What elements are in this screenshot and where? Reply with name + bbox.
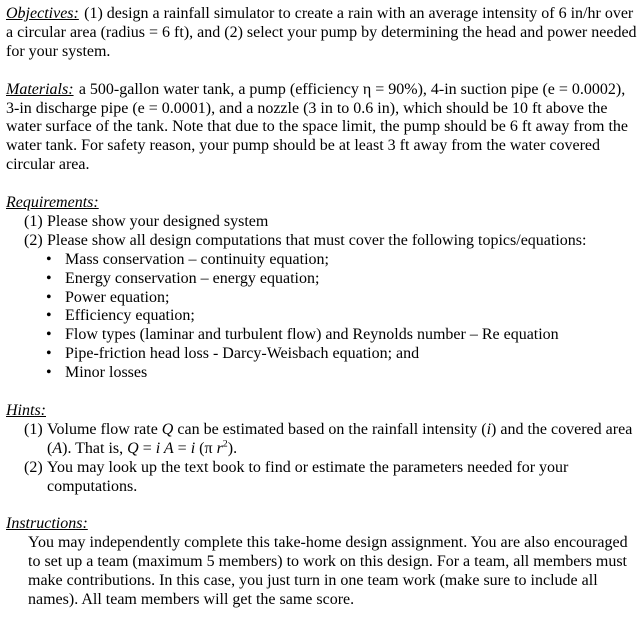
hints-heading: Hints: (6, 401, 46, 419)
requirement-bullet-text: Mass conservation – continuity equation; (65, 250, 329, 268)
hints-heading-line (6, 402, 638, 421)
requirement-bullet (6, 345, 638, 364)
bullet-icon: • (46, 250, 52, 268)
instructions-section (6, 515, 638, 610)
requirement-bullet (6, 307, 638, 326)
requirement-bullet (6, 326, 638, 345)
list-number: (1) (24, 212, 43, 230)
objectives-heading: Objectives: (6, 5, 79, 22)
bullet-icon: • (46, 326, 52, 344)
list-number: (1) (24, 420, 43, 438)
instructions-text: You may independently complete this take-home design assignment. You are also encouraged to set up a team (maximum 5 members) to work on this design. For a team, all members must make contributions. In this case, you just turn in one team work (make sure to include all names). All team members will get the same score. (28, 534, 628, 609)
hints-item-2 (6, 459, 638, 497)
requirement-bullet (6, 289, 638, 308)
bullet-icon: • (46, 288, 52, 306)
bullet-icon: • (46, 364, 52, 382)
hints-section (6, 402, 638, 497)
bullet-icon: • (46, 345, 52, 363)
materials-heading: Materials: (6, 80, 74, 98)
requirements-heading: Requirements: (6, 194, 99, 212)
bullet-icon: • (46, 307, 52, 325)
requirement-bullet-text: Flow types (laminar and turbulent flow) and Reynolds number – Re equation (65, 326, 559, 344)
hints-item-2-text: You may look up the text book to find or estimate the parameters needed for your computations. (47, 458, 569, 495)
objectives-text: (1) design a rainfall simulator to create a rain with an average intensity of 6 in/hr over a circular area (radius = 6 ft), and (2) select your pump by determining the head and power needed for your system. (6, 5, 637, 60)
list-number: (2) (24, 231, 43, 249)
requirement-bullet-text: Minor losses (65, 364, 148, 382)
hints-item-1 (6, 421, 638, 459)
requirements-item-2-text: Please show all design computations that must cover the following topics/equations: (47, 231, 587, 249)
requirement-bullet-text: Power equation; (65, 288, 170, 306)
materials-text: a 500-gallon water tank, a pump (efficiency η = 90%), 4-in suction pipe (e = 0.0002), 3-in discharge pipe (e = 0.0001), and a nozzle (3 in to 0.6 in), which should be 10 ft above the water surface of the tank. Note that due to the space limit, the pump should be 6 ft away from the water tank. For safety reason, your pump should be at least 3 ft away from the water covered circular area. (6, 80, 629, 174)
materials-paragraph (6, 81, 638, 176)
requirement-bullet-text: Efficiency equation; (65, 307, 195, 325)
objectives-paragraph (6, 5, 638, 62)
requirement-bullet-text: Energy conservation – energy equation; (65, 269, 320, 287)
instructions-heading: Instructions: (6, 515, 88, 533)
hints-item-1-text: Volume flow rate Q can be estimated based on the rainfall intensity (i) and the covered area (A). That is, Q = i A = i (π $r^2$). (47, 420, 633, 457)
instructions-heading-line (6, 515, 638, 534)
requirements-heading-line (6, 194, 638, 213)
requirement-bullet (6, 364, 638, 383)
requirements-item-2 (6, 232, 638, 251)
requirements-item-1-text: Please show your designed system (47, 212, 269, 230)
list-number: (2) (24, 458, 43, 476)
bullet-icon: • (46, 269, 52, 287)
requirements-section (6, 194, 638, 383)
requirements-item-1 (6, 213, 638, 232)
requirement-bullet (6, 270, 638, 289)
requirement-bullet-text: Pipe-friction head loss - Darcy-Weisbach equation; and (65, 345, 420, 363)
requirement-bullet (6, 251, 638, 270)
